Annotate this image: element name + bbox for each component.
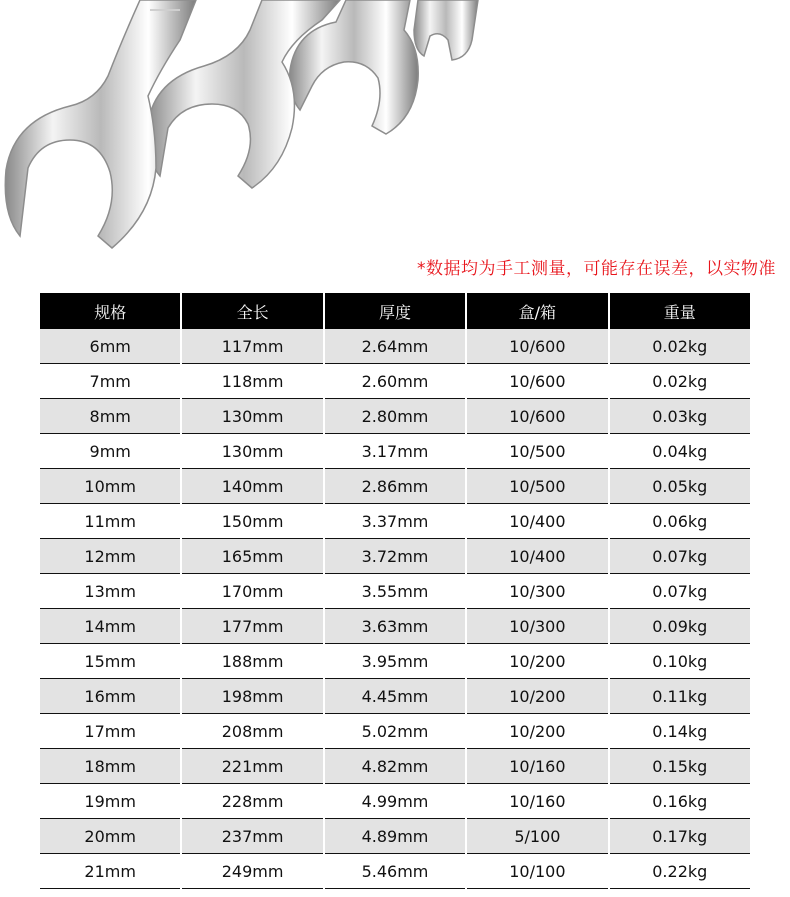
table-row [40, 679, 750, 714]
table-cell: 0.03kg [610, 399, 750, 434]
table-cell: 12mm [40, 539, 180, 574]
table-cell: 10/300 [467, 609, 607, 644]
table-cell: 150mm [182, 504, 322, 539]
table-cell: 10/100 [467, 854, 607, 889]
table-cell: 2.64mm [325, 329, 465, 364]
table-cell: 7mm [40, 364, 180, 399]
table-cell: 10/600 [467, 329, 607, 364]
table-cell: 170mm [182, 574, 322, 609]
table-cell: 2.80mm [325, 399, 465, 434]
table-row [40, 469, 750, 504]
table-cell: 198mm [182, 679, 322, 714]
table-cell: 10/400 [467, 504, 607, 539]
table-cell: 0.06kg [610, 504, 750, 539]
table-cell: 4.82mm [325, 749, 465, 784]
table-cell: 221mm [182, 749, 322, 784]
table-cell: 0.05kg [610, 469, 750, 504]
table-cell: 10/200 [467, 679, 607, 714]
table-row [40, 399, 750, 434]
table-cell: 5/100 [467, 819, 607, 854]
table-row [40, 504, 750, 539]
table-cell: 0.02kg [610, 329, 750, 364]
table-cell: 5.02mm [325, 714, 465, 749]
table-cell: 0.15kg [610, 749, 750, 784]
table-cell: 0.22kg [610, 854, 750, 889]
table-cell: 130mm [182, 399, 322, 434]
table-cell: 208mm [182, 714, 322, 749]
table-cell: 3.95mm [325, 644, 465, 679]
table-cell: 228mm [182, 784, 322, 819]
table-cell: 10/600 [467, 399, 607, 434]
table-cell: 4.99mm [325, 784, 465, 819]
table-cell: 10/500 [467, 434, 607, 469]
table-cell: 0.07kg [610, 574, 750, 609]
table-cell: 19mm [40, 784, 180, 819]
table-cell: 0.14kg [610, 714, 750, 749]
table-cell: 18mm [40, 749, 180, 784]
table-cell: 10/400 [467, 539, 607, 574]
wrench-icon [0, 0, 790, 250]
wrench-product-photo [0, 0, 790, 250]
table-header-row [40, 293, 750, 329]
table-cell: 118mm [182, 364, 322, 399]
table-cell: 0.02kg [610, 364, 750, 399]
table-cell: 237mm [182, 819, 322, 854]
table-cell: 16mm [40, 679, 180, 714]
table-cell: 20mm [40, 819, 180, 854]
table-cell: 0.04kg [610, 434, 750, 469]
table-row [40, 609, 750, 644]
table-cell: 0.10kg [610, 644, 750, 679]
table-cell: 140mm [182, 469, 322, 504]
table-row [40, 784, 750, 819]
table-row [40, 329, 750, 364]
table-cell: 4.89mm [325, 819, 465, 854]
table-cell: 10/200 [467, 714, 607, 749]
table-cell: 3.55mm [325, 574, 465, 609]
table-row [40, 434, 750, 469]
table-row [40, 819, 750, 854]
column-header: 厚度 [325, 293, 465, 329]
table-cell: 9mm [40, 434, 180, 469]
table-cell: 188mm [182, 644, 322, 679]
table-row [40, 574, 750, 609]
table-cell: 2.60mm [325, 364, 465, 399]
table-cell: 4.45mm [325, 679, 465, 714]
table-cell: 2.86mm [325, 469, 465, 504]
table-cell: 10/160 [467, 749, 607, 784]
measurement-disclaimer: *数据均为手工测量，可能存在误差，以实物准 [417, 259, 776, 279]
table-cell: 177mm [182, 609, 322, 644]
table-cell: 10/200 [467, 644, 607, 679]
table-row [40, 539, 750, 574]
column-header: 盒/箱 [467, 293, 607, 329]
table-cell: 10/160 [467, 784, 607, 819]
table-cell: 130mm [182, 434, 322, 469]
table-cell: 117mm [182, 329, 322, 364]
table-cell: 11mm [40, 504, 180, 539]
table-cell: 3.72mm [325, 539, 465, 574]
table-cell: 21mm [40, 854, 180, 889]
table-cell: 6mm [40, 329, 180, 364]
table-cell: 3.37mm [325, 504, 465, 539]
column-header: 重量 [610, 293, 750, 329]
table-row [40, 854, 750, 889]
table-row [40, 364, 750, 399]
table-cell: 0.09kg [610, 609, 750, 644]
table-cell: 15mm [40, 644, 180, 679]
table-cell: 10mm [40, 469, 180, 504]
table-cell: 8mm [40, 399, 180, 434]
column-header: 全长 [182, 293, 322, 329]
table-cell: 0.17kg [610, 819, 750, 854]
table-cell: 3.17mm [325, 434, 465, 469]
table-row [40, 749, 750, 784]
table-body [40, 329, 750, 889]
table-cell: 3.63mm [325, 609, 465, 644]
table-cell: 249mm [182, 854, 322, 889]
table-cell: 0.07kg [610, 539, 750, 574]
column-header: 规格 [40, 293, 180, 329]
table-cell: 0.16kg [610, 784, 750, 819]
table-cell: 0.11kg [610, 679, 750, 714]
table-cell: 14mm [40, 609, 180, 644]
spec-table [38, 293, 752, 889]
table-cell: 17mm [40, 714, 180, 749]
table-row [40, 714, 750, 749]
table-cell: 10/300 [467, 574, 607, 609]
table-cell: 10/600 [467, 364, 607, 399]
table-cell: 10/500 [467, 469, 607, 504]
table-row [40, 644, 750, 679]
table-cell: 165mm [182, 539, 322, 574]
table-cell: 13mm [40, 574, 180, 609]
table-cell: 5.46mm [325, 854, 465, 889]
